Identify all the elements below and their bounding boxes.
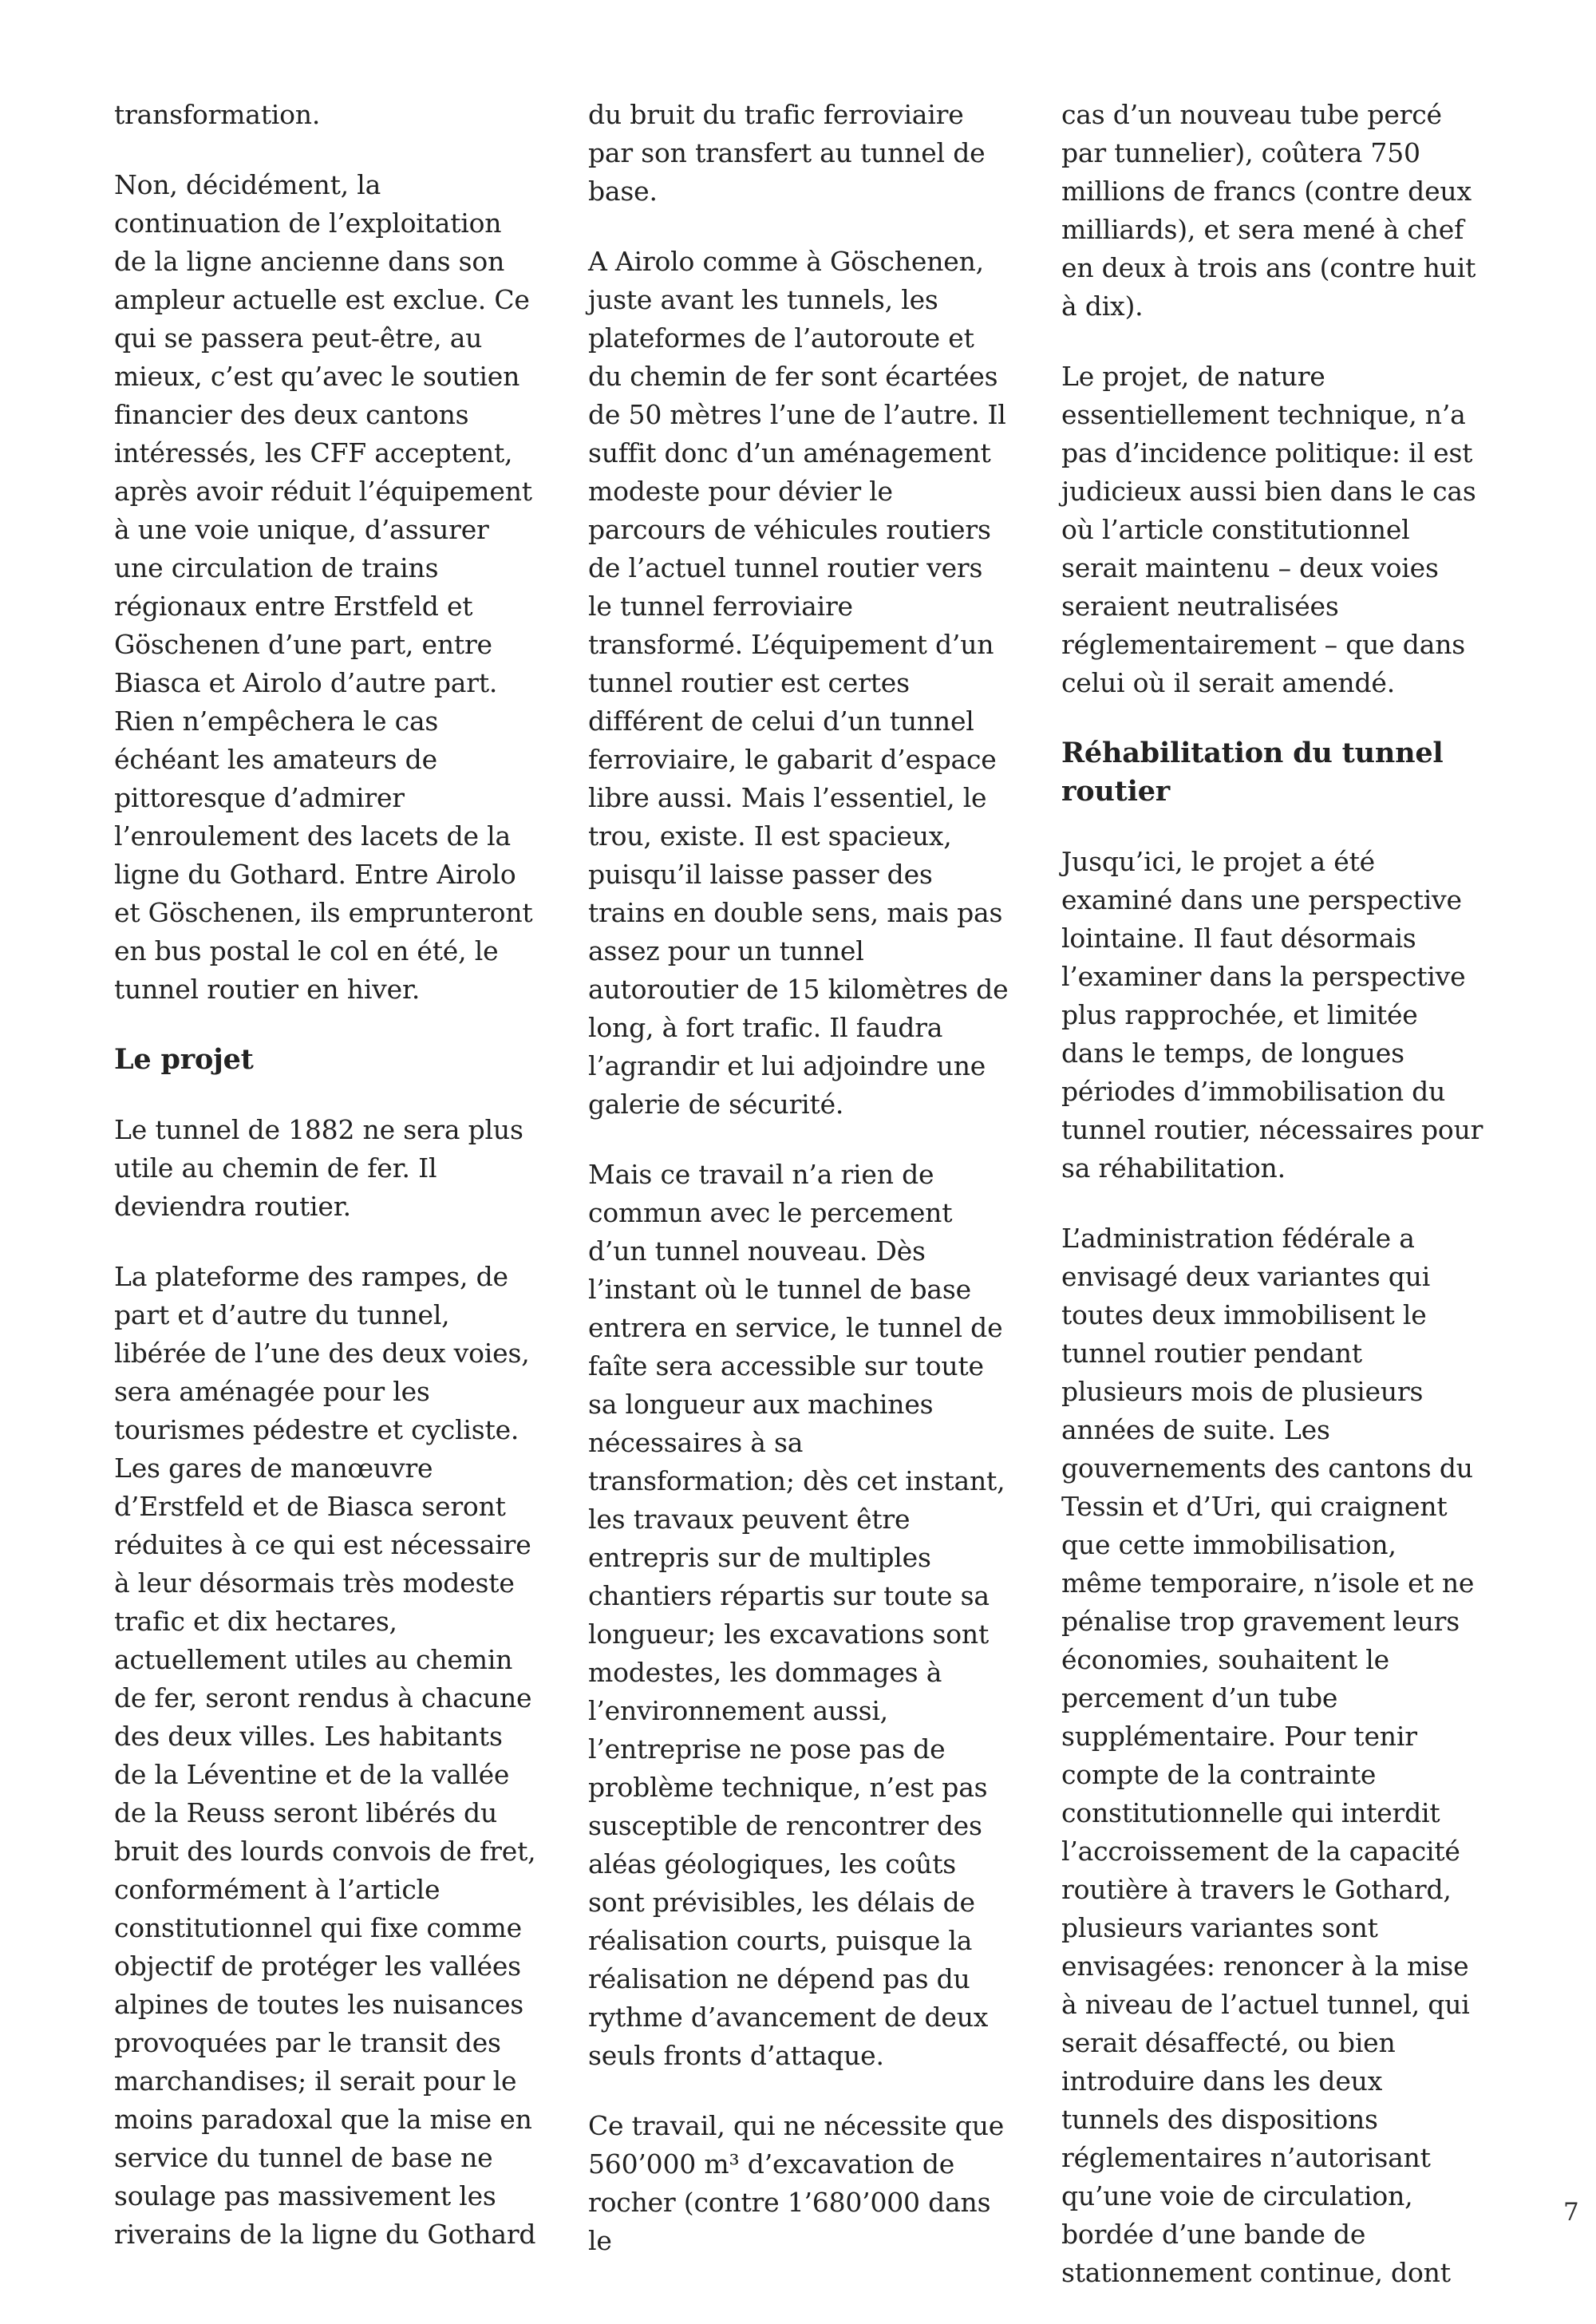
paragraph: La plateforme des rampes, de part et d’autre du tunnel, libérée de l’une des deux voies, sera aménagée pour les tourismes pédestre et cycliste. Les gares de manœuvre d’Erstfeld et de Biasca seront réduites à ce qui est nécessaire à leur désormais très modeste trafic et dix hectares, actuellement utiles au chemin de fer, seront rendus à chacune des deux villes. Les habitants de la Léventine et de la vallée de la Reuss seront libérés du bruit des lourds convois de fret, conformément à l’article constitutionnel qui fixe comme objectif de protéger les vallées alpines de toutes les nuisances provoquées par le transit des marchandises; il serait pour le moins paradoxal que la mise en service du tunnel de base ne soulage pas massivement les riverains de la ligne du Gothard [114, 1261, 536, 2250]
paragraph: Mais ce travail n’a rien de commun avec le percement d’un tunnel nouveau. Dès l’instant où le tunnel de base entrera en service, le tunnel de faîte sera accessible sur toute sa longueur aux machines nécessaires à sa transformation; dès cet instant, les travaux peuvent être entrepris sur de multiples chantiers répartis sur toute sa longueur; les excavations sont modestes, les dommages à l’environnement aussi, l’entreprise ne pose pas de problème technique, n’est pas susceptible de rencontrer des aléas géologiques, les coûts sont prévisibles, les délais de réalisation courts, puisque la réalisation ne dépend pas du rythme d’avancement de deux seuls fronts d’attaque. [588, 1159, 1005, 2071]
paragraph: Le projet, de nature essentiellement technique, n’a pas d’incidence politique: il est judicieux aussi bien dans le cas où l’article constitutionnel serait maintenu – deux voies seraient neutralisées réglementairement – que dans celui où il serait amendé. [1061, 361, 1476, 698]
paragraph: Ce travail, qui ne nécessite que 560’000 m³ d’excavation de rocher (contre 1’680’000 dans le [588, 2110, 1005, 2256]
paragraph: Non, décidément, la continuation de l’exploitation de la ligne ancienne dans son ampleur actuelle est exclue. Ce qui se passera peut-être, au mieux, c’est qu’avec le soutien financier des deux cantons intéressés, les CFF acceptent, après avoir réduit l’équipement à une voie unique, d’assurer une circulation de trains régionaux entre Erstfeld et Göschenen d’une part, entre Biasca et Airolo d’autre part. Rien n’empêchera le cas échéant les amateurs de pittoresque d’admirer l’enroulement des lacets de la ligne du Gothard. Entre Airolo et Göschenen, ils emprunteront en bus postal le col en été, le tunnel routier en hiver. [114, 169, 533, 1005]
section-heading-le-projet: Le projet [114, 1043, 254, 1076]
paragraph: L’administration fédérale a envisagé deux variantes qui toutes deux immobilisent le tunnel routier pendant plusieurs mois de plusieurs années de suite. Les gouvernements des cantons du Tessin et d’Uri, qui craignent que cette immobilisation, même temporaire, n’isole et ne pénalise trop gravement leurs économies, souhaitent le percement d’un tube supplémentaire. Pour tenir compte de la contrainte constitutionnelle qui interdit l’accroissement de la capacité routière à travers le Gothard, plusieurs variantes sont envisagées: renoncer à la mise à niveau de l’actuel tunnel, qui serait désaffecté, ou bien introduire dans les deux tunnels des dispositions réglementaires n’autorisant qu’une voie de circulation, bordée d’une bande de stationnement continue, dont [1061, 1223, 1475, 2288]
page-number: 7 [1563, 2198, 1579, 2227]
text-column-3 [1061, 96, 1484, 2324]
paragraph: du bruit du trafic ferroviaire par son transfert au tunnel de base. [588, 99, 986, 207]
text-column-1 [114, 96, 537, 2286]
paragraph: A Airolo comme à Göschenen, juste avant les tunnels, les plateformes de l’autoroute et du chemin de fer sont écartées de 50 mètres l’une de l’autre. Il suffit donc d’un aménagement modeste pour dévier le parcours de véhicules routiers de l’actuel tunnel routier vers le tunnel ferroviaire transformé. L’équipement d’un tunnel routier est certes différent de celui d’un tunnel ferroviaire, le gabarit d’espace libre aussi. Mais l’essentiel, le trou, existe. Il est spacieux, puisqu’il laisse passer des trains en double sens, mais pas assez pour un tunnel autoroutier de 15 kilomètres de long, à fort trafic. Il faudra l’agrandir et lui adjoindre une galerie de sécurité. [588, 246, 1009, 1120]
paragraph: transformation. [114, 99, 321, 130]
section-heading-rehabilitation: Réhabilitation du tunnel routier [1061, 737, 1444, 808]
text-column-2 [588, 96, 1011, 2292]
paragraph: Le tunnel de 1882 ne sera plus utile au chemin de fer. Il deviendra routier. [114, 1114, 523, 1222]
paragraph: Jusqu’ici, le projet a été examiné dans une perspective lointaine. Il faut désormais l’examiner dans la perspective plus rapprochée, et limitée dans le temps, de longues périodes d’immobilisation du tunnel routier, nécessaires pour sa réhabilitation. [1061, 846, 1483, 1184]
paragraph: cas d’un nouveau tube percé par tunnelier), coûtera 750 millions de francs (contre deux milliards), et sera mené à chef en deux à trois ans (contre huit à dix). [1061, 99, 1476, 322]
